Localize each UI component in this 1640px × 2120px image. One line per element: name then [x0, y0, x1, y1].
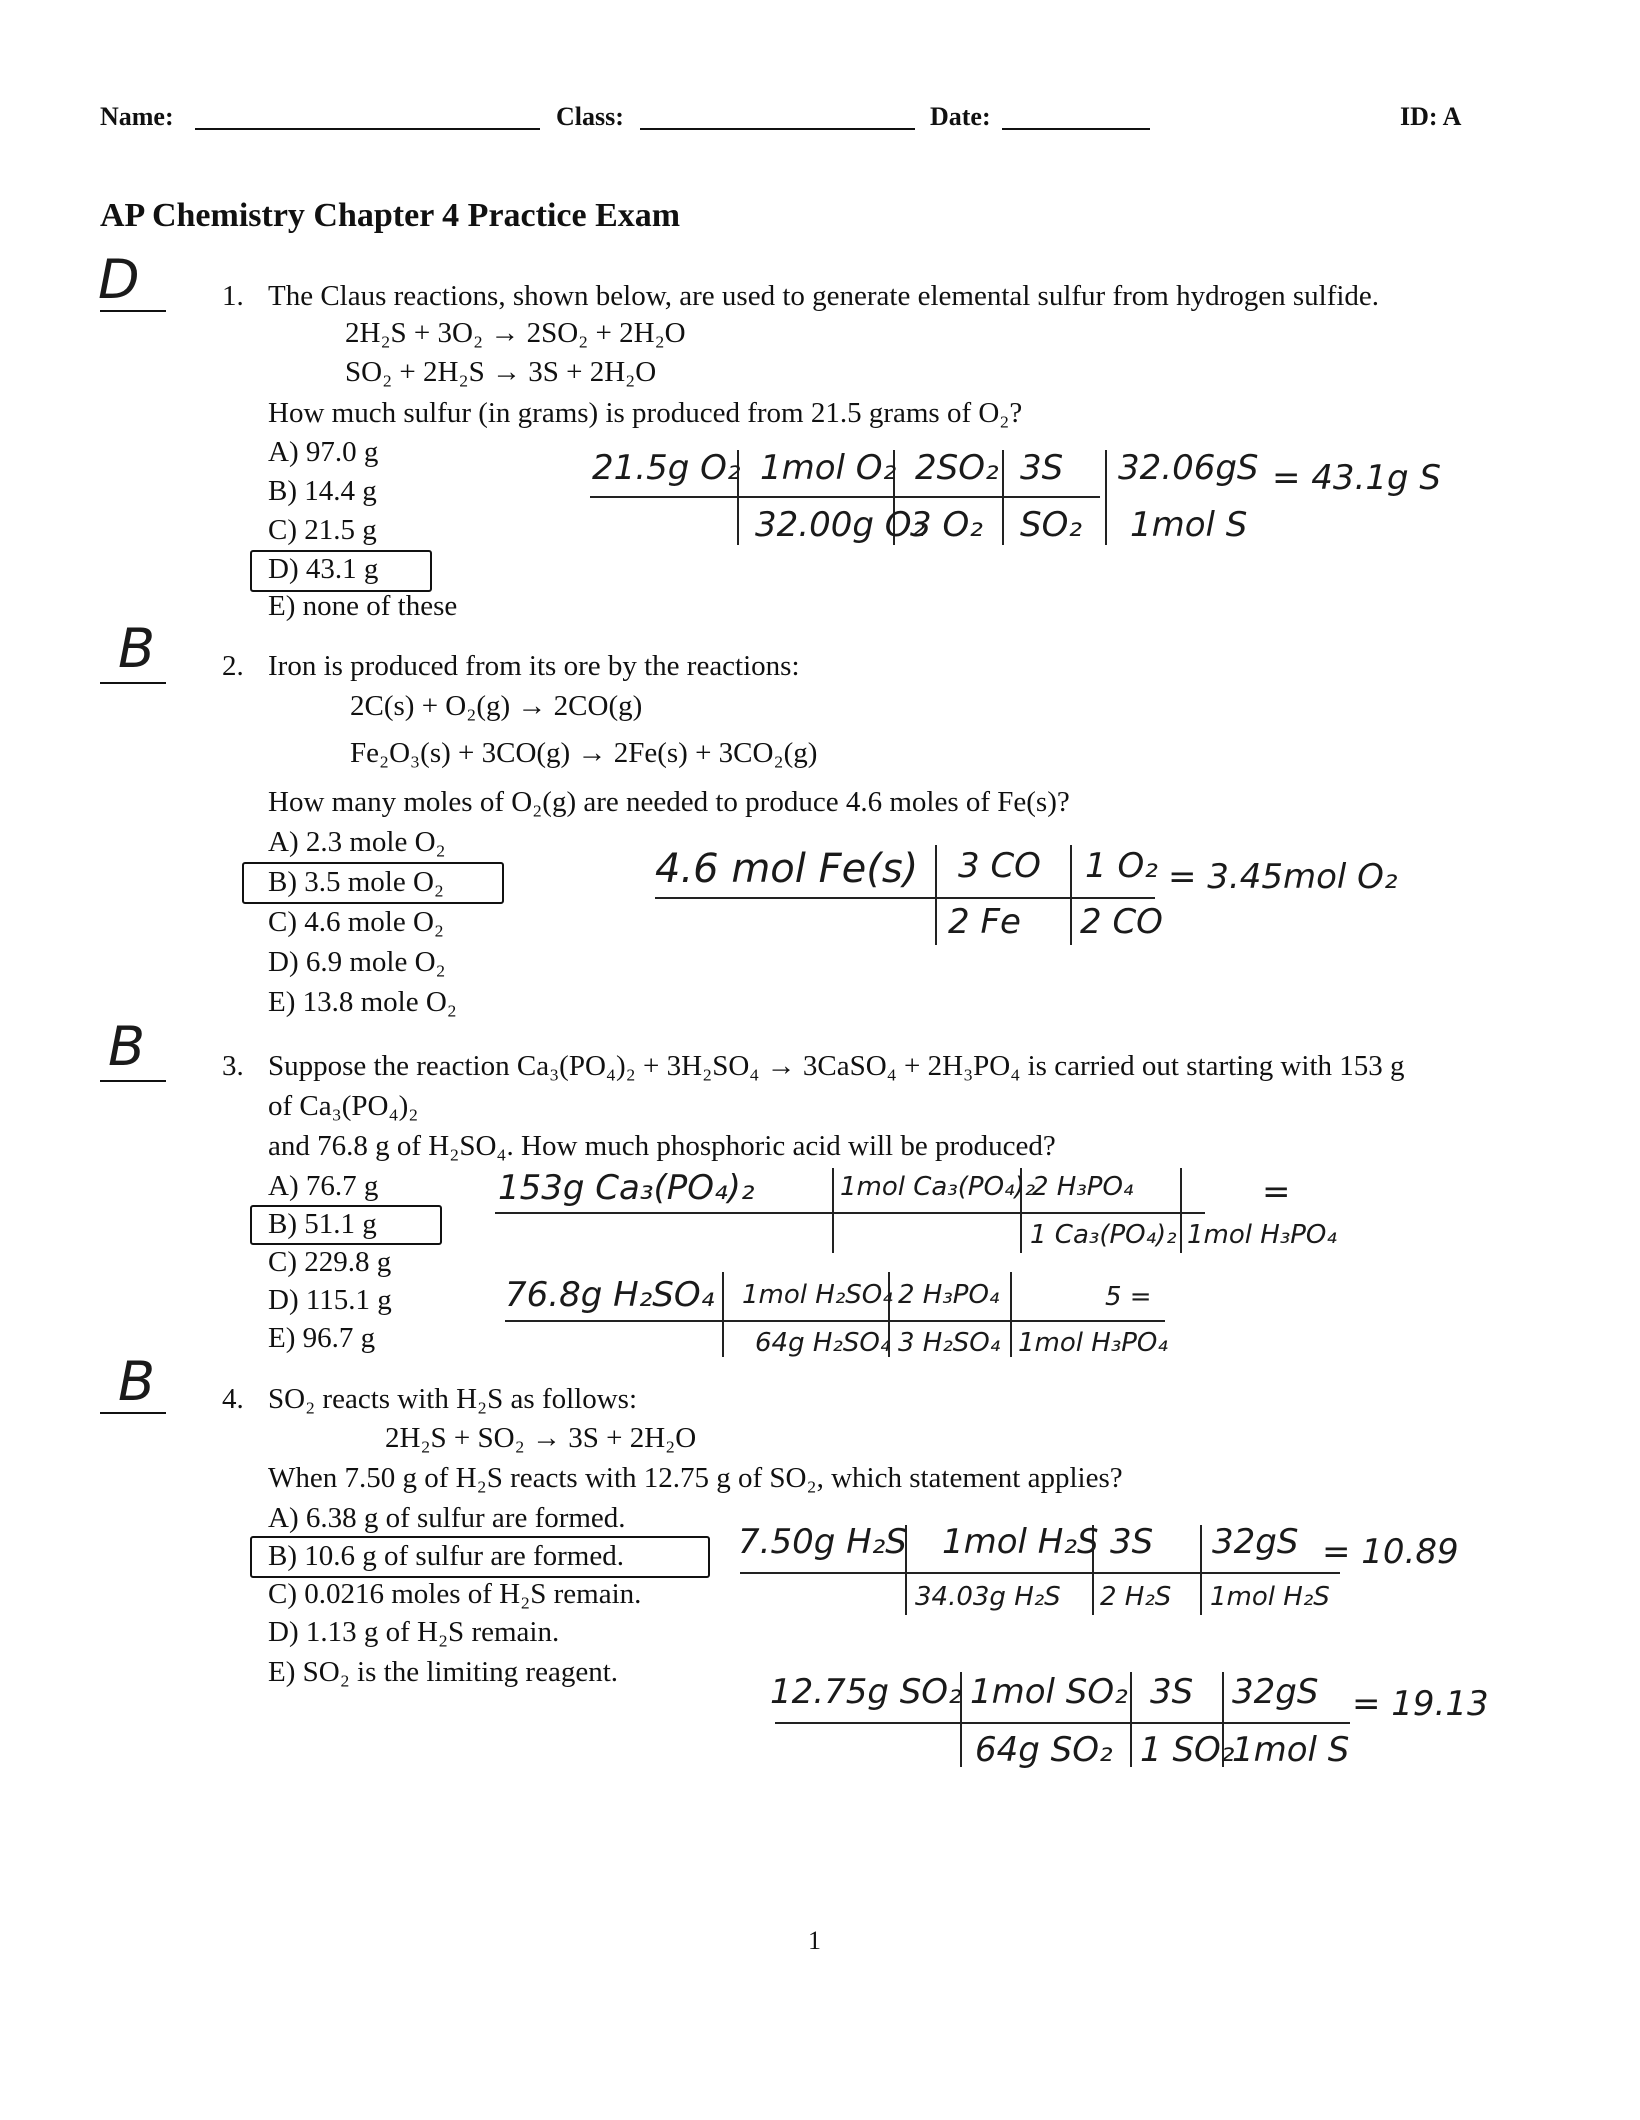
q4-option-e[interactable]: E) SO₂ is the limiting reagent.: [268, 1656, 618, 1688]
q3-work-num: 1mol Ca₃(PO₄)₂: [840, 1172, 1036, 1202]
q1-equation-1: 2H₂S + 3O₂ → 2SO₂ + 2H₂O: [345, 317, 686, 349]
q3-work-num: 76.8g H₂SO₄: [505, 1275, 715, 1315]
q1-option-d[interactable]: D) 43.1 g: [268, 553, 379, 585]
q4-work-num: 3S: [1150, 1672, 1194, 1712]
q3-work-den: 3 H₂SO₄: [898, 1328, 1001, 1358]
q3-work-result: =: [1262, 1172, 1291, 1212]
q3-work-den: 1mol H₃PO₄: [1018, 1328, 1168, 1358]
page-title: AP Chemistry Chapter 4 Practice Exam: [100, 197, 681, 234]
class-field[interactable]: [640, 128, 915, 130]
q3-work-divider: [832, 1168, 834, 1253]
q1-work-den: 32.00g O₂: [755, 505, 926, 545]
q3-work-fraction-bar: [505, 1320, 1165, 1322]
q4-text: SO₂ reacts with H₂S as follows:: [268, 1383, 637, 1415]
q4-work-divider: [1200, 1525, 1202, 1615]
q2-work-num: 1 O₂: [1085, 846, 1158, 886]
q2-work-fraction-bar: [655, 897, 1155, 899]
q2-work-den: 2 CO: [1080, 902, 1163, 942]
q4-option-b[interactable]: B) 10.6 g of sulfur are formed.: [268, 1540, 624, 1572]
q1-option-a[interactable]: A) 97.0 g: [268, 436, 379, 468]
q1-work-den: 3 O₂: [910, 505, 983, 545]
class-label: Class:: [556, 102, 624, 131]
q3-option-c[interactable]: C) 229.8 g: [268, 1246, 392, 1278]
id-label: ID: A: [1400, 102, 1462, 131]
q2-equation-1: 2C(s) + O₂(g) → 2CO(g): [350, 690, 643, 722]
q4-work-fraction-bar: [775, 1722, 1350, 1724]
q1-work-num: 2SO₂: [915, 448, 999, 488]
q2-number: 2.: [222, 650, 244, 682]
q3-text-cont: of Ca₃(PO₄)₂: [268, 1090, 419, 1122]
q4-work-result: = 19.13: [1352, 1684, 1489, 1724]
q2-work-result: = 3.45mol O₂: [1168, 857, 1398, 897]
q3-prompt: and 76.8 g of H₂SO₄. How much phosphoric acid will be produced?: [268, 1130, 1056, 1162]
q2-work-divider: [1070, 845, 1072, 945]
q4-work-result: = 10.89: [1322, 1532, 1459, 1572]
q1-option-e[interactable]: E) none of these: [268, 590, 458, 622]
q2-work-divider: [935, 845, 937, 945]
q4-answer-blank[interactable]: [100, 1412, 166, 1414]
q2-text: Iron is produced from its ore by the reactions:: [268, 650, 800, 682]
q1-handwritten-answer: D: [98, 248, 140, 311]
q4-work-den: 1mol H₂S: [1210, 1582, 1330, 1612]
q4-work-den: 64g SO₂: [975, 1730, 1113, 1770]
q4-work-num: 1mol H₂S: [942, 1522, 1099, 1562]
q4-work-den: 2 H₂S: [1100, 1582, 1172, 1612]
q4-option-d[interactable]: D) 1.13 g of H₂S remain.: [268, 1616, 560, 1648]
q1-work-num: 1mol O₂: [760, 448, 897, 488]
q1-work-divider: [1002, 450, 1004, 545]
q4-equation-1: 2H₂S + SO₂ → 3S + 2H₂O: [385, 1422, 697, 1454]
q3-work-num: 2 H₃PO₄: [1032, 1172, 1134, 1202]
q2-selected-circle: [242, 862, 504, 904]
q1-prompt: How much sulfur (in grams) is produced from 21.5 grams of O₂?: [268, 397, 1023, 429]
q2-answer-blank[interactable]: [100, 682, 166, 684]
q3-option-b[interactable]: B) 51.1 g: [268, 1208, 377, 1240]
q1-option-b[interactable]: B) 14.4 g: [268, 475, 377, 507]
q3-work-fraction-bar: [495, 1212, 1205, 1214]
q4-work-num: 3S: [1110, 1522, 1154, 1562]
q3-work-num: 2 H₃PO₄: [898, 1280, 1000, 1310]
q3-option-a[interactable]: A) 76.7 g: [268, 1170, 379, 1202]
q3-work-den: 64g H₂SO₄: [755, 1328, 891, 1358]
q4-prompt: When 7.50 g of H₂S reacts with 12.75 g of SO₂, which statement applies?: [268, 1462, 1123, 1494]
q1-work-result: = 43.1g S: [1272, 458, 1441, 498]
q1-selected-circle: [250, 550, 432, 592]
q3-handwritten-answer: B: [108, 1015, 146, 1078]
q1-answer-blank[interactable]: [100, 310, 166, 312]
q3-selected-circle: [250, 1205, 442, 1245]
q2-option-e[interactable]: E) 13.8 mole O₂: [268, 986, 457, 1018]
q3-work-divider: [1010, 1272, 1012, 1357]
q2-handwritten-answer: B: [118, 617, 156, 680]
q1-work-num: 21.5g O₂: [592, 448, 741, 488]
q2-prompt: How many moles of O₂(g) are needed to produce 4.6 moles of Fe(s)?: [268, 786, 1070, 818]
q4-selected-circle: [250, 1536, 710, 1578]
q2-work-den: 2 Fe: [948, 902, 1021, 942]
q4-work-num: 32gS: [1232, 1672, 1319, 1712]
q2-option-a[interactable]: A) 2.3 mole O₂: [268, 826, 446, 858]
q1-work-den: 1mol S: [1130, 505, 1248, 545]
q3-text: Suppose the reaction Ca₃(PO₄)₂ + 3H₂SO₄ → 3CaSO₄ + 2H₃PO₄ is carried out starting with 153 g: [268, 1050, 1405, 1082]
q1-work-num: 32.06gS: [1118, 448, 1259, 488]
q4-work-den: 1 SO₂: [1140, 1730, 1235, 1770]
q3-option-e[interactable]: E) 96.7 g: [268, 1322, 376, 1354]
date-label: Date:: [930, 102, 991, 131]
q3-number: 3.: [222, 1050, 244, 1082]
q1-equation-2: SO₂ + 2H₂S → 3S + 2H₂O: [345, 356, 657, 388]
q4-work-divider: [1130, 1672, 1132, 1767]
q4-work-fraction-bar: [740, 1572, 1340, 1574]
q4-work-den: 34.03g H₂S: [915, 1582, 1061, 1612]
q4-work-num: 1mol SO₂: [970, 1672, 1128, 1712]
q4-option-a[interactable]: A) 6.38 g of sulfur are formed.: [268, 1502, 626, 1534]
q1-work-fraction-bar: [590, 496, 1100, 498]
q1-number: 1.: [222, 280, 244, 312]
q3-work-num: 1mol H₂SO₄: [742, 1280, 893, 1310]
q1-work-num: 3S: [1020, 448, 1064, 488]
q2-equation-2: Fe₂O₃(s) + 3CO(g) → 2Fe(s) + 3CO₂(g): [350, 737, 818, 769]
name-field[interactable]: [195, 128, 540, 130]
q2-work-num: 3 CO: [958, 846, 1041, 886]
q2-option-d[interactable]: D) 6.9 mole O₂: [268, 946, 446, 978]
q3-work-divider: [1180, 1168, 1182, 1253]
name-label: Name:: [100, 102, 174, 131]
date-field[interactable]: [1002, 128, 1150, 130]
q3-work-divider: [722, 1272, 724, 1357]
q4-work-num: 12.75g SO₂: [770, 1672, 962, 1712]
q4-number: 4.: [222, 1383, 244, 1415]
q3-work-result: 5 =: [1105, 1282, 1152, 1312]
q1-work-divider: [1105, 450, 1107, 545]
q1-text: The Claus reactions, shown below, are used to generate elemental sulfur from hydrogen sulfide.: [268, 280, 1380, 312]
q3-work-den: 1mol H₃PO₄: [1187, 1220, 1337, 1250]
q2-option-c[interactable]: C) 4.6 mole O₂: [268, 906, 445, 938]
q4-option-c[interactable]: C) 0.0216 moles of H₂S remain.: [268, 1578, 642, 1610]
page-number: 1: [808, 1926, 821, 1955]
q3-option-d[interactable]: D) 115.1 g: [268, 1284, 392, 1316]
q4-work-den: 1mol S: [1232, 1730, 1350, 1770]
q4-handwritten-answer: B: [118, 1350, 156, 1413]
q3-work-num: 153g Ca₃(PO₄)₂: [498, 1168, 755, 1208]
q3-answer-blank[interactable]: [100, 1080, 166, 1082]
q2-work-num: 4.6 mol Fe(s): [655, 846, 919, 892]
q2-option-b[interactable]: B) 3.5 mole O₂: [268, 866, 445, 898]
q1-option-c[interactable]: C) 21.5 g: [268, 514, 377, 546]
q4-work-num: 7.50g H₂S: [738, 1522, 907, 1562]
q3-work-den: 1 Ca₃(PO₄)₂: [1030, 1220, 1177, 1250]
q4-work-num: 32gS: [1212, 1522, 1299, 1562]
q1-work-den: SO₂: [1020, 505, 1082, 545]
